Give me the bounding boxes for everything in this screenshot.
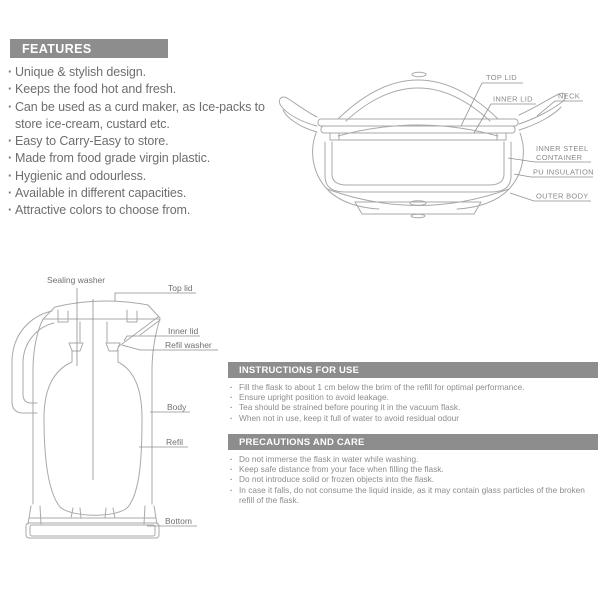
precaution-item: · Do not introduce solid or frozen objects into the flask. — [228, 474, 598, 484]
casserole-diagram — [275, 62, 600, 237]
instructions-header — [228, 362, 598, 378]
instructions-list — [228, 382, 598, 423]
casserole-labels — [486, 73, 594, 201]
casserole-label-outer-body: OUTER BODY — [536, 191, 589, 201]
features-title: FEATURES — [22, 41, 92, 56]
flask-label-body: Body — [167, 402, 187, 412]
flask-label-refil-washer: Refil washer — [165, 340, 212, 350]
precaution-item: · Keep safe distance from your face when filling the flask. — [228, 464, 598, 474]
precautions-list — [228, 454, 598, 505]
casserole-label-inner-lid: INNER LID — [493, 94, 533, 104]
instructions-title: INSTRUCTIONS FOR USE — [239, 364, 360, 376]
casserole-label-inner-steel-2: CONTAINER — [536, 153, 583, 162]
flask-label-bottom: Bottom — [165, 516, 192, 526]
casserole-label-top-lid: TOP LID — [486, 73, 518, 82]
casserole-label-inner-steel-1: INNER STEEL — [536, 144, 589, 153]
instructions-section — [228, 362, 598, 423]
instruction-item: · Tea should be strained before pouring it in the vacuum flask. — [228, 402, 598, 412]
feature-item: · Keeps the food hot and fresh. — [8, 81, 292, 98]
precaution-item: · In case it falls, do not consume the liquid inside, as it may contain glass particles of the broken refill of the flask. — [228, 485, 598, 505]
casserole-label-pu-insulation: PU INSULATION — [533, 167, 594, 177]
instruction-item: · Ensure upright position to avoid leakage. — [228, 392, 598, 402]
feature-item: · Easy to Carry-Easy to store. — [8, 133, 292, 150]
features-list — [8, 64, 292, 220]
flask-labels — [47, 275, 212, 526]
flask-diagram — [0, 266, 230, 561]
instruction-item: · Fill the flask to about 1 cm below the brim of the refill for optimal performance. — [228, 382, 598, 392]
precautions-header — [228, 434, 598, 450]
feature-item: · Attractive colors to choose from. — [8, 202, 292, 219]
feature-item: · Hygienic and odourless. — [8, 168, 292, 185]
precautions-section — [228, 434, 598, 505]
flask-label-sealing-washer: Sealing washer — [47, 275, 106, 285]
features-header — [10, 39, 168, 58]
flask-label-refil: Refil — [166, 437, 184, 447]
precautions-title: PRECAUTIONS AND CARE — [239, 436, 365, 448]
precaution-item: · Do not immerse the flask in water while washing. — [228, 454, 598, 464]
flask-drawing — [12, 301, 160, 538]
flask-label-top-lid: Top lid — [168, 283, 193, 293]
casserole-label-neck: NECK — [558, 91, 581, 101]
feature-item: · Available in different capacities. — [8, 185, 292, 202]
flask-leader-lines — [77, 288, 218, 526]
instruction-item: · When not in use, keep it full of water to avoid residual odour — [228, 413, 598, 423]
flask-label-inner-lid: Inner lid — [168, 326, 199, 336]
feature-item: · Can be used as a curd maker, as Ice-packs to store ice-cream, custard etc. — [8, 99, 292, 134]
feature-item: · Unique & stylish design. — [8, 64, 292, 81]
feature-item: · Made from food grade virgin plastic. — [8, 150, 292, 167]
